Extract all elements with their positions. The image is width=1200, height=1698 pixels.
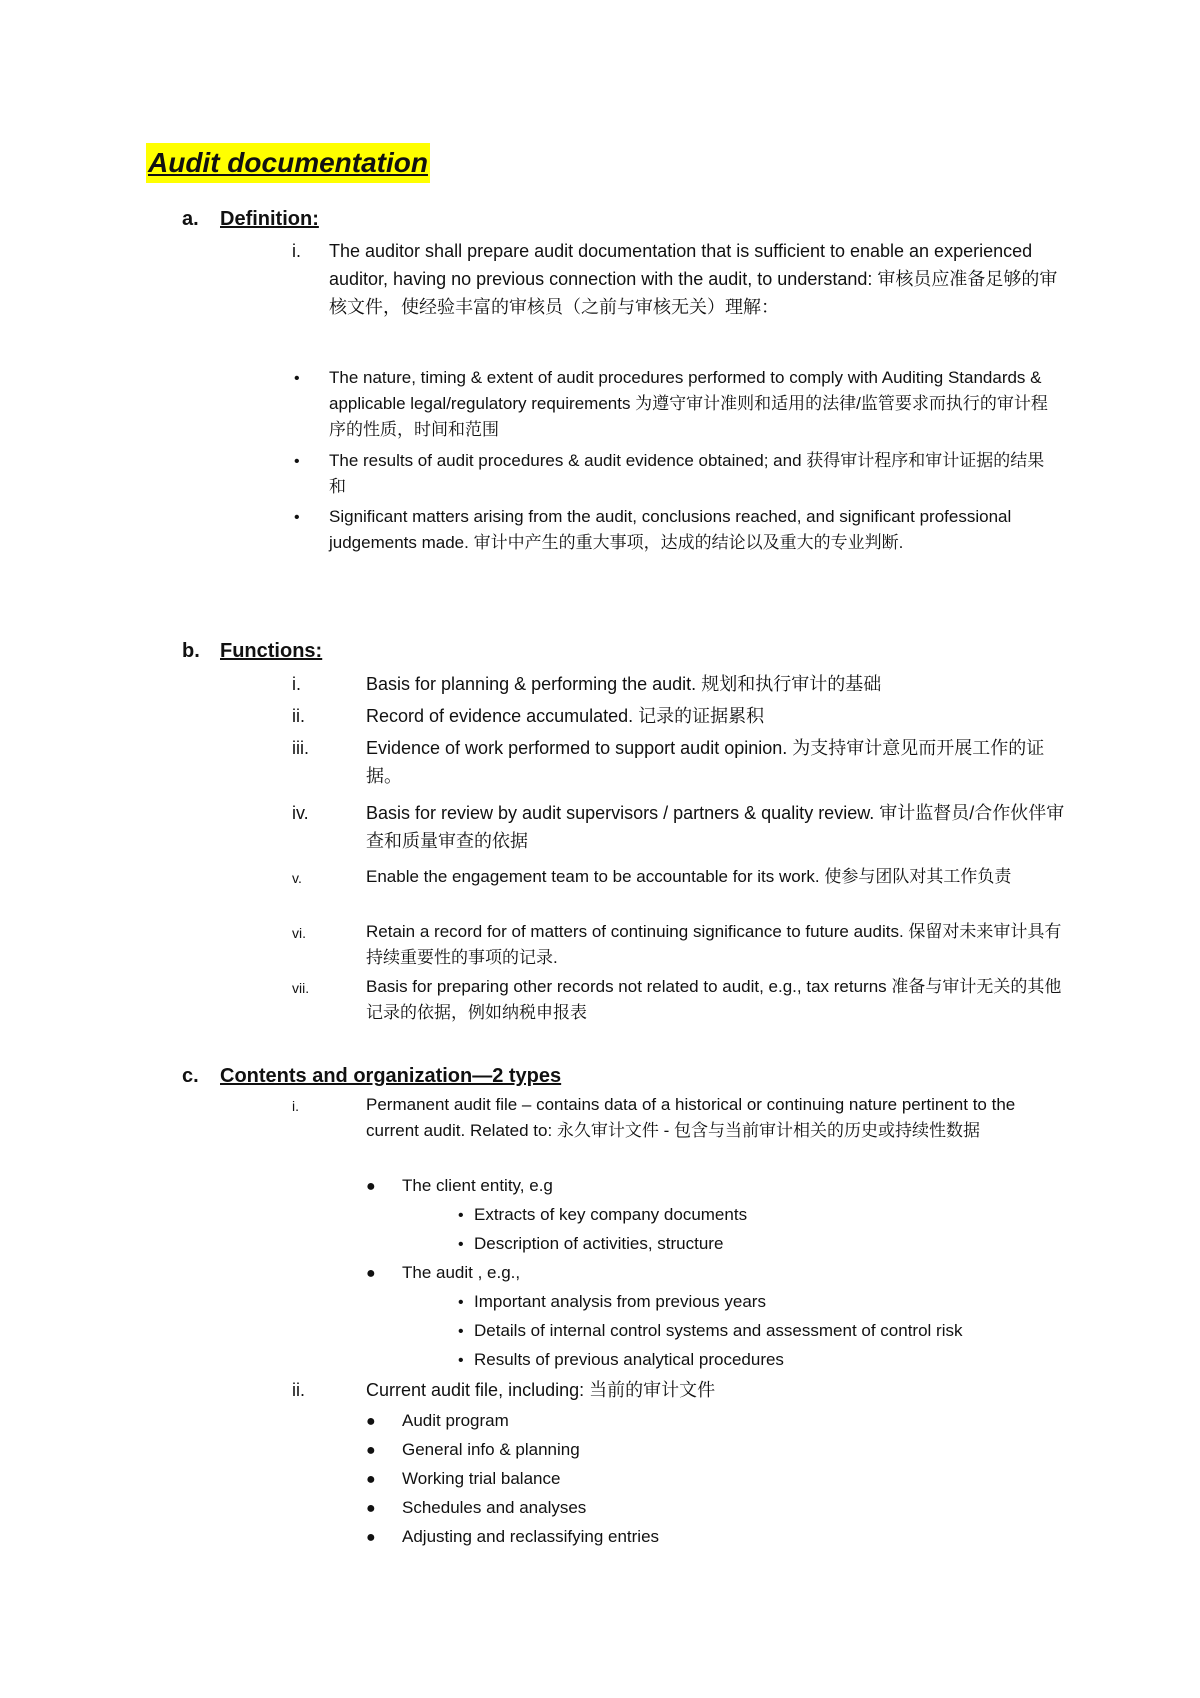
list-marker: vi. — [292, 925, 306, 941]
permanent-group — [366, 1260, 520, 1288]
function-item — [292, 670, 1092, 698]
function-item-text: Basis for preparing other records not related to audit, e.g., tax returns 准备与审计无关的其他记录的依据，例如纳税申报表 — [366, 977, 1062, 1022]
function-item — [292, 864, 1092, 892]
bullet-icon: • — [458, 1236, 464, 1253]
list-marker: iii. — [292, 738, 309, 758]
definition-bullet-text: The nature, timing & extent of audit procedures performed to comply with Auditing Standards & applicable legal/regulatory requirements 为遵守审计准则和适用的法律/监管要求而执行的审计程序的性质，时间和范围 — [329, 368, 1048, 439]
permanent-subitem-text: Important analysis from previous years — [474, 1292, 766, 1311]
bullet-icon: ● — [366, 1178, 376, 1195]
permanent-subitem — [458, 1231, 723, 1259]
function-item — [292, 799, 1092, 855]
bullet-icon: • — [294, 370, 300, 387]
bullet-icon: ● — [366, 1413, 376, 1430]
list-marker: i. — [292, 674, 301, 694]
function-item — [292, 734, 1092, 790]
current-file-subitem — [366, 1466, 560, 1494]
bullet-icon: • — [458, 1207, 464, 1224]
list-marker: i. — [292, 241, 301, 261]
current-file-subitem-text: General info & planning — [402, 1440, 580, 1459]
bullet-icon: ● — [366, 1471, 376, 1488]
list-marker: vii. — [292, 980, 310, 996]
function-item-text: Enable the engagement team to be accountable for its work. 使参与团队对其工作负责 — [366, 867, 1012, 886]
permanent-group-label: The client entity, e.g — [402, 1176, 553, 1195]
list-marker: v. — [292, 870, 302, 886]
permanent-group-label: The audit , e.g., — [402, 1263, 521, 1282]
definition-bullet — [294, 448, 1074, 500]
definition-intro-text: The auditor shall prepare audit documentation that is sufficient to enable an experienced auditor, having no previous connection with the audit, to understand: 审核员应准备足够的审核文件，使经验丰富的审核员（之前与审核无关）理解： — [329, 241, 1058, 317]
page-title: Audit documentation — [146, 143, 430, 183]
function-item-text: Basis for planning & performing the audit. 规划和执行审计的基础 — [366, 674, 882, 694]
current-file-text: Current audit file, including: 当前的审计文件 — [366, 1380, 716, 1400]
definition-bullet — [294, 365, 1074, 443]
definition-bullet-text: Significant matters arising from the audit, conclusions reached, and significant professional judgements made. 审计中产生的重大事项，达成的结论以及重大的专业判断. — [329, 507, 1012, 552]
function-item-text: Evidence of work performed to support audit opinion. 为支持审计意见而开展工作的证据。 — [366, 738, 1045, 786]
permanent-file-item — [292, 1092, 1092, 1144]
current-file-subitem-text: Adjusting and reclassifying entries — [402, 1527, 660, 1546]
current-file-subitem-text: Working trial balance — [402, 1469, 561, 1488]
current-file-subitem — [366, 1408, 509, 1436]
bullet-icon: ● — [366, 1265, 376, 1282]
section-c-heading: Contents and organization—2 types — [220, 1065, 562, 1087]
section-a-heading: Definition: — [220, 208, 319, 230]
function-item-text: Retain a record for of matters of continuing significance to future audits. 保留对未来审计具有持续重要性的事项的记录. — [366, 922, 1062, 967]
function-item-text: Basis for review by audit supervisors / partners & quality review. 审计监督员/合作伙伴审查和质量审查的依据 — [366, 803, 1065, 851]
list-marker: ii. — [292, 1380, 305, 1400]
bullet-icon: • — [458, 1323, 464, 1340]
section-a-letter: a. — [182, 208, 199, 230]
permanent-subitem — [458, 1202, 747, 1230]
current-file-subitem — [366, 1437, 580, 1465]
definition-bullet-text: The results of audit procedures & audit evidence obtained; and 获得审计程序和审计证据的结果和 — [329, 451, 1045, 496]
permanent-subitem-text: Extracts of key company documents — [474, 1205, 748, 1224]
permanent-subitem-text: Results of previous analytical procedures — [474, 1350, 784, 1369]
permanent-subitem — [458, 1289, 766, 1317]
definition-intro — [292, 237, 1072, 321]
bullet-icon: • — [458, 1352, 464, 1369]
bullet-icon: ● — [366, 1442, 376, 1459]
bullet-icon: • — [458, 1294, 464, 1311]
bullet-icon: • — [294, 453, 300, 470]
section-c-letter: c. — [182, 1065, 199, 1087]
permanent-file-text: Permanent audit file – contains data of a historical or continuing nature pertinent to the current audit. Related to: 永久审计文件 - 包含与当前审计相关的历史或持续性数据 — [366, 1095, 1016, 1140]
list-marker: i. — [292, 1098, 299, 1114]
bullet-icon: ● — [366, 1529, 376, 1546]
permanent-subitem — [458, 1318, 962, 1346]
bullet-icon: ● — [366, 1500, 376, 1517]
bullet-icon: • — [294, 509, 300, 526]
function-item — [292, 974, 1092, 1026]
current-file-item — [292, 1376, 1092, 1404]
list-marker: ii. — [292, 706, 305, 726]
permanent-group — [366, 1173, 553, 1201]
permanent-subitem — [458, 1347, 784, 1375]
function-item — [292, 702, 1092, 730]
current-file-subitem — [366, 1524, 659, 1552]
permanent-subitem-text: Details of internal control systems and assessment of control risk — [474, 1321, 963, 1340]
section-b-letter: b. — [182, 640, 200, 662]
definition-bullet — [294, 504, 1074, 556]
function-item — [292, 919, 1092, 971]
function-item-text: Record of evidence accumulated. 记录的证据累积 — [366, 706, 765, 726]
current-file-subitem — [366, 1495, 586, 1523]
permanent-subitem-text: Description of activities, structure — [474, 1234, 724, 1253]
current-file-subitem-text: Audit program — [402, 1411, 509, 1430]
section-b-heading: Functions: — [220, 640, 323, 662]
current-file-subitem-text: Schedules and analyses — [402, 1498, 587, 1517]
list-marker: iv. — [292, 803, 309, 823]
